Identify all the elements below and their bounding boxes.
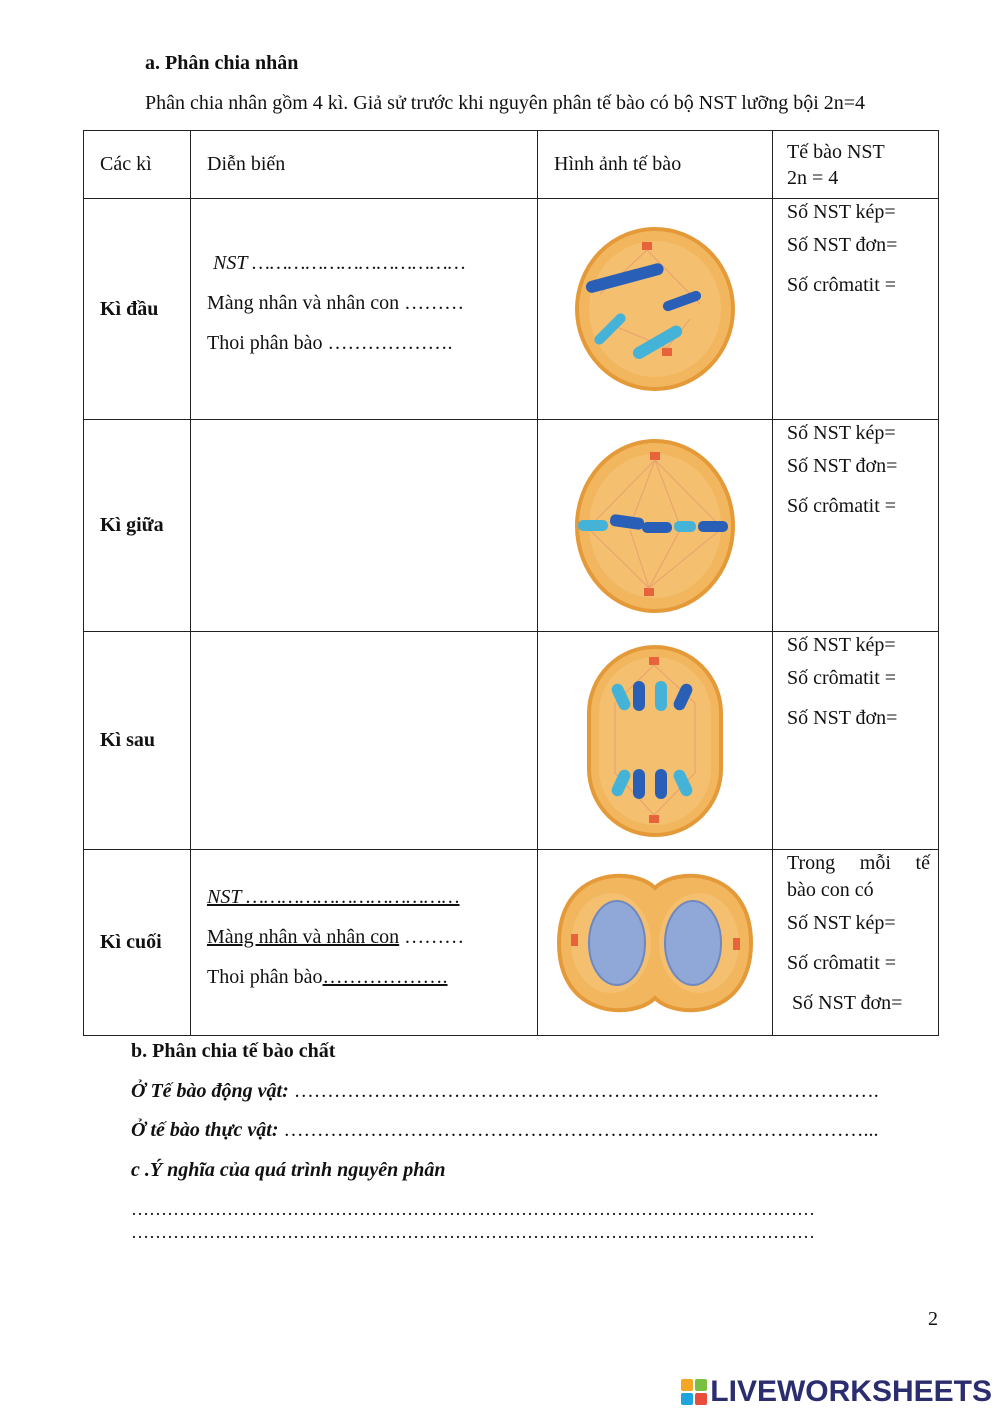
process-cell — [191, 199, 538, 420]
plant-cell-line[interactable] — [131, 1119, 879, 1142]
count-line[interactable]: Số crômatit = — [787, 274, 897, 296]
telophase-membrane-label: Màng nhân và nhân con — [207, 926, 400, 948]
count-cell — [773, 420, 939, 632]
mitosis-table — [83, 130, 939, 1036]
table-row — [84, 420, 939, 632]
telophase-membrane-line[interactable] — [207, 917, 537, 957]
table-header-row — [84, 131, 939, 199]
image-cell — [538, 420, 773, 632]
count-line[interactable]: Số NST kép= — [787, 912, 896, 934]
telophase-count-intro-1: Trong mỗi tế — [787, 852, 930, 874]
process-cell[interactable] — [191, 632, 538, 850]
prophase-spindle-line[interactable]: Thoi phân bào ………………. — [207, 332, 453, 354]
stage-cell — [84, 632, 191, 850]
count-line[interactable]: Số NST kép= — [787, 422, 896, 444]
animal-cell-dots[interactable]: ……………………………………………………………………………. — [288, 1080, 879, 1102]
header-stage — [84, 131, 191, 199]
animal-cell-label: Ở Tế bào động vật: — [131, 1080, 289, 1102]
header-cell-line1: Tế bào NST — [787, 140, 885, 163]
section-b-heading: b. Phân chia tế bào chất — [131, 1040, 336, 1062]
header-image-text: Hình ảnh tế bào — [554, 153, 682, 175]
count-line[interactable]: Số NST kép= — [787, 634, 896, 656]
animal-cell-line[interactable] — [131, 1080, 879, 1103]
brand-text: LIVEWORKSHEETS — [710, 1375, 992, 1408]
process-cell — [191, 850, 538, 1036]
stage-name-prophase: Kì đầu — [100, 297, 159, 320]
telophase-spindle-dots[interactable]: ………………. — [322, 966, 448, 988]
header-cell-line2: 2n = 4 — [787, 166, 839, 189]
count-line[interactable]: Số NST đơn= — [787, 455, 898, 477]
metaphase-cell-image — [570, 436, 740, 616]
count-cell — [773, 850, 939, 1036]
telophase-spindle-line[interactable] — [207, 957, 537, 997]
prophase-membrane-line[interactable]: Màng nhân và nhân con ……… — [207, 292, 465, 314]
meaning-answer-line-1[interactable]: …………………………………………………………………………………………………… — [131, 1199, 815, 1219]
count-line[interactable]: Số crômatit = — [787, 495, 897, 517]
liveworksheets-brand — [680, 1375, 992, 1409]
count-line[interactable]: Số crômatit = — [787, 952, 897, 974]
plant-cell-label: Ở tế bào thực vật: — [131, 1119, 279, 1141]
plant-cell-dots[interactable]: ……………………………………………………………………………... — [278, 1119, 879, 1141]
stage-name-telophase: Kì cuối — [100, 931, 162, 953]
table-row — [84, 850, 939, 1036]
table-row — [84, 632, 939, 850]
section-a-intro: Phân chia nhân gồm 4 kì. Giả sử trước khi nguyên phân tế bào có bộ NST lưỡng bội 2n=4 — [145, 92, 866, 114]
image-cell — [538, 632, 773, 850]
header-process — [191, 131, 538, 199]
count-line[interactable]: Số crômatit = — [787, 667, 897, 689]
header-image — [538, 131, 773, 199]
count-line[interactable]: Số NST đơn= — [787, 234, 898, 256]
section-a-heading: a. Phân chia nhân — [145, 52, 299, 74]
stage-name-anaphase: Kì sau — [100, 729, 156, 751]
stage-cell — [84, 420, 191, 632]
count-cell — [773, 199, 939, 420]
prophase-nst-line[interactable]: NST ……………………………… — [213, 252, 466, 274]
header-process-text: Diễn biến — [207, 153, 286, 175]
prophase-cell-image — [570, 224, 740, 394]
meaning-answer-line-2[interactable]: …………………………………………………………………………………………………… — [131, 1222, 815, 1242]
anaphase-cell-image — [585, 643, 725, 839]
section-c-heading: c .Ý nghĩa của quá trình nguyên phân — [131, 1159, 446, 1181]
page-number: 2 — [928, 1308, 938, 1330]
telophase-spindle-label: Thoi phân bào — [207, 966, 323, 988]
header-cell-count — [773, 131, 939, 199]
header-stage-text: Các kì — [100, 153, 152, 175]
liveworksheets-logo-icon — [680, 1378, 708, 1406]
count-line[interactable]: Số NST kép= — [787, 201, 896, 223]
telophase-membrane-dots[interactable]: ……… — [399, 926, 465, 948]
stage-cell — [84, 850, 191, 1036]
process-cell[interactable] — [191, 420, 538, 632]
count-line[interactable]: Số NST đơn= — [787, 707, 898, 729]
stage-cell — [84, 199, 191, 420]
telophase-nst-line[interactable]: NST ……………………………… — [207, 886, 460, 908]
count-line[interactable]: Số NST đơn= — [787, 992, 903, 1014]
table-row — [84, 199, 939, 420]
image-cell — [538, 850, 773, 1036]
count-cell — [773, 632, 939, 850]
telophase-count-intro-2: bào con có — [787, 879, 874, 901]
stage-name-metaphase: Kì giữa — [100, 514, 164, 536]
image-cell — [538, 199, 773, 420]
telophase-cell-image — [553, 868, 757, 1018]
